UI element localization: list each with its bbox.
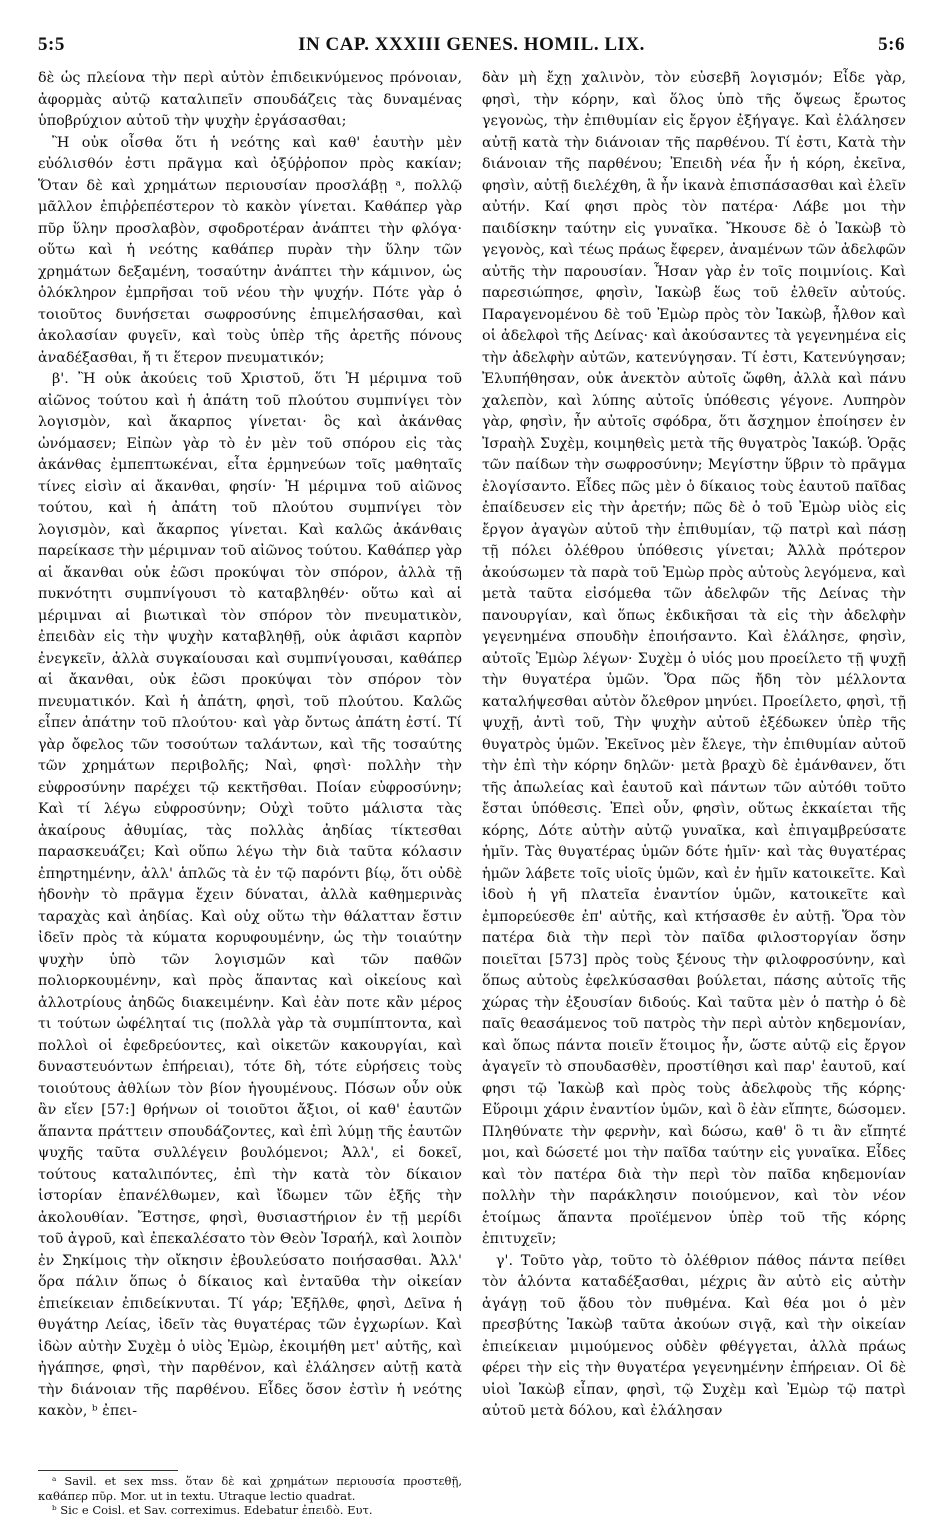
footnote: ᵇ Sic e Coisl. et Sav. correximus. Edebatur ἐπειδὸ. Ευτ. bbox=[52, 1503, 373, 1517]
running-title: IN CAP. XXXIII GENES. HOMIL. LIX. bbox=[298, 34, 645, 55]
paragraph: γ'. Τοῦτο γὰρ, τοῦτο τὸ ὀλέθριον πάθος πάντα πείθει τὸν ἁλόντα καταδέξασθαι, μέχρις ἂν αὐτὸ εἰς αὐτὴν ἀγάγῃ τοῦ ᾅδου τὸν πυθμένα. Καὶ θέα μοι ὁ μὲν πρεσβύτης Ἰακὼβ ταῦτα ἀκούων σιγᾷ, καὶ τὴν οἰκείαν ἐπιείκειαν μιμούμενος οὐδὲν φθέγγεται, ἀλλὰ πράως φέρει τὴν εἰς τὴν θυγατέρα γεγενημένην ἐπήρειαν. Οἱ δὲ υἱοὶ Ἰακὼβ εἶπαν, φησὶ, τῷ Συχὲμ καὶ Ἐμὼρ τῷ πατρὶ αὐτοῦ μετὰ δόλου, καὶ ἐλάλησαν bbox=[482, 1252, 906, 1419]
page-number-right: 5:6 bbox=[878, 34, 905, 55]
paragraph: δὲ ὡς πλείονα τὴν περὶ αὐτὸν ἐπιδεικνύμενος πρόνοιαν, ἀφορμὰς αὐτῷ καταλιπεῖν σπουδάζεις τὰς δυναμένας ὑποβρύχιον αὐτοῦ τὴν ψυχὴν ἐργάσασθαι; bbox=[38, 70, 462, 129]
paragraph: δὰν μὴ ἔχῃ χαλινὸν, τὸν εὐσεβῆ λογισμόν; Εἶδε γὰρ, φησὶ, τὴν κόρην, καὶ ὅλος ὑπὸ τῆς ὄψεως ἔρωτος γεγονὼς, τὴν ἐπιθυμίαν εἰς ἔργον ἐξήγαγε. Καὶ ἐλάλησεν αὐτῇ κατὰ τὴν διάνοιαν τῆς παρθένου. Τί ἐστι, Κατὰ τὴν διάνοιαν τῆς παρθένου; Ἐπειδὴ νέα ἦν ἡ κόρη, ἐκεῖνα, φησὶν, αὐτῇ διελέχθη, ἃ ἦν ἱκανὰ ἐπισπάσασθαι καὶ ἑλεῖν αὐτήν. Καί φησι πρὸς τὸν πατέρα· Λάβε μοι τὴν παιδίσκην ταύτην εἰς γυναῖκα. Ἤκουσε δὲ ὁ Ἰακὼβ τὸ γεγονὸς, καὶ τέως πράως ἔφερεν, ἀναμένων τῶν ἀδελφῶν αὐτῆς τὴν παρουσίαν. Ἦσαν γὰρ ἐν τοῖς ποιμνίοις. Καὶ παρεσιώπησε, φησὶν, Ἰακὼβ ἕως τοῦ ἐλθεῖν αὐτούς. Παραγενομένου δὲ τοῦ Ἐμὼρ πρὸς τὸν Ἰακὼβ, ἦλθον καὶ οἱ ἀδελφοὶ τῆς Δείνας· καὶ ἀκούσαντες τὰ γεγενημένα εἰς τὴν ἀδελφὴν αὐτῶν, κατενύγησαν. Τί ἐστι, Κατενύγησαν; Ἐλυπήθησαν, οὐκ ἀνεκτὸν αὐτοῖς ὤφθη, ἀλλὰ καὶ πάνυ χαλεπὸν, καὶ λύπης αὐτοῖς ὑπόθεσις γέγονε. Λυπηρὸν γὰρ, φησὶν, ἦν αὐτοῖς σφόδρα, ὅτι ἄσχημον ἐποίησεν ἐν Ἰσραὴλ Συχὲμ, κοιμηθεὶς μετὰ τῆς θυγατρὸς Ἰακώβ. Ὁρᾷς τῶν παίδων τὴν σωφροσύνην; Μεγίστην ὕβριν τὸ πρᾶγμα ἐλογίσαντο. Εἶδες πῶς μὲν ὁ δίκαιος τοὺς ἑαυτοῦ παῖδας ἐπαίδευσεν εἰς τὴν ἀρετήν; πῶς δὲ ὁ τοῦ Ἐμὼρ υἱὸς εἰς ἔργον ἀγαγὼν αὐτοῦ τὴν ἐπιθυμίαν, τῷ πατρὶ καὶ πάσῃ τῇ πόλει ὀλέθρου ὑπόθεσις γίνεται; Ἀλλὰ πρότερον ἀκούσωμεν τὰ παρὰ τοῦ Ἐμὼρ πρὸς αὐτοὺς λεγόμενα, καὶ μετὰ ταῦτα εἰσόμεθα τῶν ἀδελφῶν τῆς Δείνας τὴν πανουργίαν, καὶ ὅπως ἐκδικῆσαι τὰ εἰς τὴν ἀδελφὴν γεγενημένα σπουδὴν ἐποιήσαντο. Καὶ ἐλάλησε, φησὶν, αὐτοῖς Ἐμὼρ λέγων· Συχὲμ ὁ υἱός μου προείλετο τῇ ψυχῇ τὴν θυγατέρα ὑμῶν. Ὅρα πῶς ἤδη τὸν μέλλοντα καταλήψεσθαι αὐτὸν ὄλεθρον μηνύει. Προείλετο, φησὶ, τῇ ψυχῇ, ἀντὶ τοῦ, Τὴν ψυχὴν αὐτοῦ ἐξέδωκεν ὑπὲρ τῆς θυγατρὸς ὑμῶν. Ἐκεῖνος μὲν ἔλεγε, τὴν ἐπιθυμίαν αὐτοῦ τὴν ἐπὶ τὴν κόρην δηλῶν· μετὰ βραχὺ δὲ ἐμάνθανεν, ὅτι τῆς ἀπωλείας καὶ ἑαυτοῦ καὶ πάντων τῶν αὐτόθι τοῦτο ἔσται ὑπόθεσις. Ἐπεὶ οὖν, φησὶν, οὕτως ἐκκαίεται τῆς κόρης, Δότε αὐτὴν αὐτῷ γυναῖκα, καὶ ἐπιγαμβρεύσατε ἡμῖν. Τὰς θυγατέρας ὑμῶν δότε ἡμῖν· καὶ τὰς θυγατέρας ἡμῶν λάβετε τοῖς υἱοῖς ὑμῶν, καὶ ἐν ἡμῖν κατοικεῖτε. Καὶ ἰδοὺ ἡ γῆ πλατεῖα ἐναντίον ὑμῶν, κατοικεῖτε καὶ ἐμπορεύεσθε ἐπ' αὐτῆς, καὶ κτήσασθε ἐν αὐτῇ. Ὅρα τὸν πατέρα διὰ τὴν περὶ τὸν παῖδα φιλοστοργίαν ὅσην ποιεῖται [573] πρὸς τοὺς ξένους τὴν φιλοφροσύνην, καὶ ὅπως αὐτοὺς ἐφελκύσασθαι βούλεται, πάσης αὐτοῖς τῆς χώρας τὴν ἐξουσίαν διδούς. Καὶ ταῦτα μὲν ὁ πατὴρ ὁ δὲ παῖς θεασάμενος τοῦ πατρὸς τὴν περὶ αὐτὸν κηδεμονίαν, καὶ ὅπως πάντα ποιεῖν ἕτοιμος ἦν, ὥστε αὐτῷ εἰς ἔργον ἀγαγεῖν τὸ σπουδασθὲν, προστίθησι καὶ παρ' ἑαυτοῦ, καί φησι τῷ Ἰακὼβ καὶ πρὸς τοὺς ἀδελφοὺς τῆς κόρης· Εὕροιμι χάριν ἐναντίον ὑμῶν, καὶ ὃ ἐὰν εἴπητε, δώσομεν. Πληθύνατε τὴν φερνὴν, καὶ δώσω, καθ' ὃ τι ἂν εἴπητέ μοι, καὶ δώσετέ μοι τὴν παῖδα ταύτην εἰς γυναῖκα. Εἶδες καὶ τὸν πατέρα διὰ τὴν περὶ τὸν παῖδα κηδεμονίαν πολλὴν τὴν παράκλησιν ποιούμενον, καὶ τὸν νέον ἑτοίμως ἅπαντα προϊέμενον ὑπὲρ τοῦ τῆς κόρης ἐπιτυχεῖν; bbox=[482, 70, 907, 1247]
left-column bbox=[38, 68, 462, 1423]
right-column bbox=[482, 68, 906, 1423]
footnotes bbox=[38, 1474, 462, 1518]
paragraph: Ἢ οὐκ οἶσθα ὅτι ἡ νεότης καὶ καθ' ἑαυτὴν μὲν εὐόλισθόν ἐστι πρᾶγμα καὶ ὀξύῤῥοπον πρὸς κακίαν; Ὅταν δὲ καὶ χρημάτων περιουσίαν προσλάβῃ ᵃ, πολλῷ μᾶλλον ἐπιῤῥεπέστερον τὸ κακὸν γίνεται. Καθάπερ γὰρ πῦρ ὕλην προσλαβὸν, σφοδροτέραν ἀνάπτει τὴν φλόγα· οὕτω καὶ ἡ νεότης καθάπερ πυρὰν τὴν ὕλην τῶν χρημάτων δεξαμένη, τοσαύτην ἀνάπτει τὴν κάμινον, ὡς ὁλόκληρον ἐμπρῆσαι τοῦ νέου τὴν ψυχήν. Πότε γὰρ ὁ τοιοῦτος δυνήσεται σωφροσύνης ἐπιμελήσασθαι, καὶ ἀκολασίαν φυγεῖν, καὶ τοὺς ὑπὲρ τῆς ἀρετῆς πόνους ἀναδέξασθαι, ἤ τι ἕτερον πνευματικόν; bbox=[38, 134, 462, 366]
footnote: ᵃ Savil. et sex mss. ὅταν δὲ καὶ χρημάτων περιουσία προστεθῇ, καθάπερ πῦρ. Mor. ut in textu. Utraque lectio quadrat. bbox=[38, 1474, 462, 1503]
page-number-left: 5:5 bbox=[38, 34, 65, 55]
paragraph: β'. Ἢ οὐκ ἀκούεις τοῦ Χριστοῦ, ὅτι Ἡ μέριμνα τοῦ αἰῶνος τούτου καὶ ἡ ἀπάτη τοῦ πλούτου συμπνίγει τὸν λογισμὸν, καὶ ἄκαρπος γίνεται· ὃς καὶ ἀκάνθας ὠνόμασεν; Εἰπὼν γὰρ τὸ ἐν μὲν τοῦ σπόρου εἰς τὰς ἀκάνθας ἐμπεπτωκέναι, εἶτα ἑρμηνεύων τοῖς μαθηταῖς τίνες εἰσὶν αἱ ἄκανθαι, φησίν· Ἡ μέριμνα τοῦ αἰῶνος τούτου, καὶ ἡ ἀπάτη τοῦ πλούτου συμπνίγει τὸν λογισμὸν, καὶ ἄκαρπος γίνεται. Καὶ καλῶς ἀκάνθαις παρείκασε τὴν μέριμναν τοῦ αἰῶνος τούτου. Καθάπερ γὰρ αἱ ἄκανθαι οὐκ ἐῶσι προκύψαι τὸν σπόρον, ἀλλὰ τῇ πυκνότητι συμπνίγουσι τὸ καταβληθέν· οὕτω καὶ αἱ μέριμναι αἱ βιωτικαὶ τὸν σπόρον τὸν πνευματικὸν, ἐπειδὰν εἰς τὴν ψυχὴν καταβληθῇ, οὐκ ἀφιᾶσι καρπὸν ἐνεγκεῖν, ἀλλὰ συγκαίουσαι καὶ συμπνίγουσαι, καθάπερ αἱ ἄκανθαι, οὐκ ἐῶσι προκύψαι τὸν σπόρον τὸν πνευματικόν. Καὶ ἡ ἀπάτη, φησὶ, τοῦ πλούτου. Καλῶς εἶπεν ἀπάτην τοῦ πλούτου· καὶ γὰρ ὄντως ἀπάτη ἐστί. Τί γὰρ ὄφελος τῶν τοσούτων ταλάντων, καὶ τῆς τοσαύτης τῶν χρημάτων περιβολῆς; Ναὶ, φησὶ· πολλὴν τὴν εὐφροσύνην παρέχει τῷ κεκτῆσθαι. Ποίαν εὐφροσύνην; Καὶ τί λέγω εὐφροσύνην; Οὐχὶ τοῦτο μάλιστα τὰς ἀκαίρους ἀθυμίας, τὰς πολλὰς ἀηδίας τίκτεσθαι παρασκευάζει; Καὶ οὕπω λέγω τὴν διὰ ταῦτα κόλασιν ἐπηρτημένην, ἀλλ' ἁπλῶς τὰ ἐν τῷ παρόντι βίῳ, ὅτι οὐδὲ ἡδονὴν τὸ πρᾶγμα ἔχειν δύναται, ἀλλὰ καθημερινὰς ταραχὰς καὶ ἀηδίας. Καὶ οὐχ οὕτω τὴν θάλατταν ἔστιν ἰδεῖν πρὸς τὰ κύματα κορυφουμένην, ὡς τὴν τοιαύτην ψυχὴν ὑπὸ τῶν λογισμῶν καὶ τῶν παθῶν πολιορκουμένην, καὶ πρὸς ἅπαντας καὶ οἰκείους καὶ ἀλλοτρίους ἀηδῶς διακειμένην. Καὶ ἐὰν ποτε κἂν μέρος τι τούτων ὠφέληταί τις (πολλὰ γὰρ τὰ συμπίπτοντα, καὶ πολλοὶ οἱ ἐφεδρεύοντες, καὶ οἰκετῶν κακουργίαι, καὶ δυναστευόντων ἐπήρειαι), τότε δὴ, τότε εὑρήσεις τοὺς τοιούτους ἀθλίων τὸν βίον ἡγουμένους. Πόσων οὖν οὐκ ἂν εἴεν [57:] θρήνων οἱ τοιοῦτοι ἄξιοι, οἱ καθ' ἑαυτῶν ἅπαντα πράττειν σπουδάζοντες, καὶ ἐπὶ λύμῃ τῆς ἑαυτῶν ψυχῆς ταῦτα συλλέγειν βουλόμενοι; Ἀλλ', εἰ δοκεῖ, τούτους καταλιπόντες, ἐπὶ τὴν κατὰ τὸν δίκαιον ἱστορίαν ἐπανέλθωμεν, καὶ ἴδωμεν τῶν ἑξῆς τὴν ἀκολουθίαν. Ἔστησε, φησὶ, θυσιαστήριον ἐν τῇ μερίδι τοῦ ἀγροῦ, καὶ ἐπεκαλέσατο τὸν Θεὸν Ἰσραήλ, καὶ λοιπὸν ἐν Σηκίμοις τὴν οἴκησιν ἐβουλεύσατο ποιήσασθαι. Ἀλλ' ὅρα πάλιν ὅπως ὁ δίκαιος καὶ ἐνταῦθα τὴν οἰκείαν ἐπιείκειαν ἐπιδείκνυται. Τί γάρ; Ἐξῆλθε, φησὶ, Δεῖνα ἡ θυγάτηρ Λείας, ἰδεῖν τὰς θυγατέρας τῶν ἐγχωρίων. Καὶ ἰδὼν αὐτὴν Συχὲμ ὁ υἱὸς Ἐμὼρ, ἐκοιμήθη μετ' αὐτῆς, καὶ ἠγάπησε, φησὶ, τὴν παρθένον, καὶ ἐλάλησεν αὐτῇ κατὰ τὴν διάνοιαν τῆς παρθένου. Εἶδες ὅσον ἐστὶν ἡ νεότης κακὸν, ᵇ ἐπει- bbox=[38, 371, 462, 1419]
footnote-divider bbox=[38, 1470, 178, 1471]
running-header bbox=[38, 32, 905, 58]
